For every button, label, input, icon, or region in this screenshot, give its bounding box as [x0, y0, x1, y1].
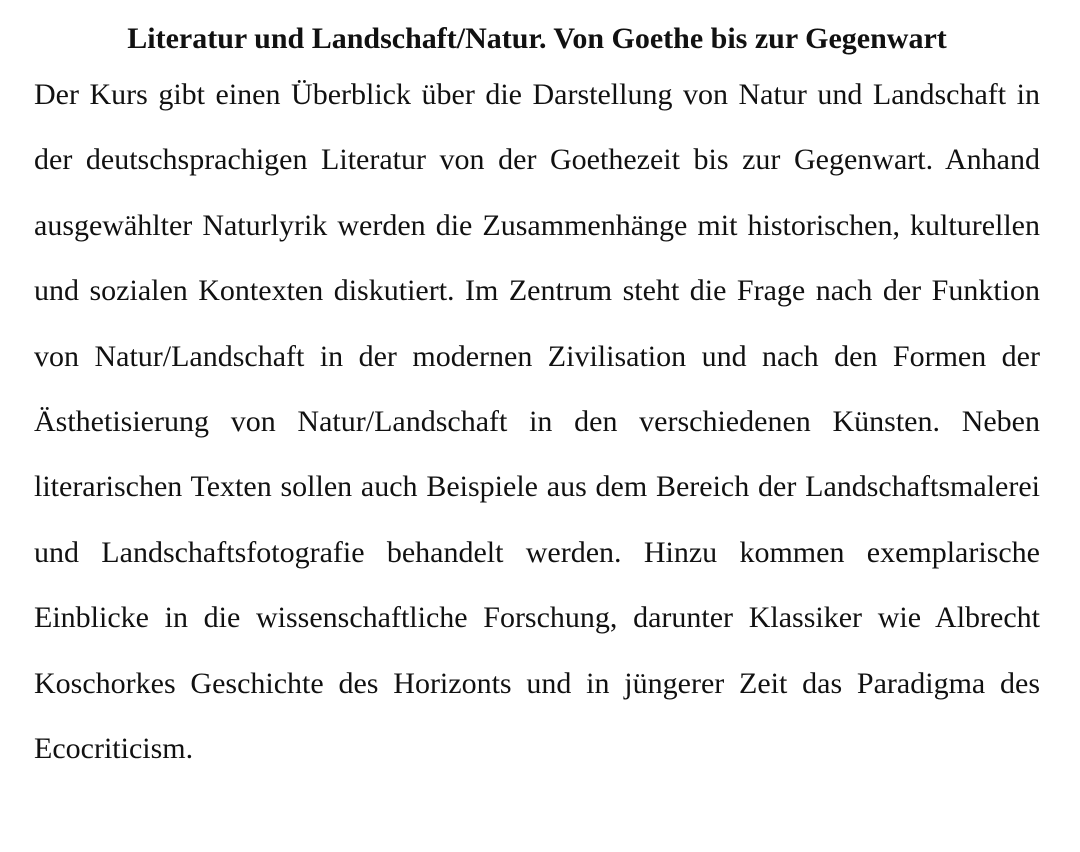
document-page	[34, 0, 1040, 781]
course-description: Der Kurs gibt einen Überblick über die Darstellung von Natur und Landschaft in der deutschsprachigen Literatur von der Goethezeit bis zur Gegenwart. Anhand ausgewählter Naturlyrik werden die Zusammenhänge mit historischen, kulturellen und sozialen Kontexten diskutiert. Im Zentrum steht die Frage nach der Funktion von Natur/Landschaft in der modernen Zivilisation und nach den Formen der Ästhetisierung von Natur/Landschaft in den verschiedenen Künsten. Neben literarischen Texten sollen auch Beispiele aus dem Bereich der Landschaftsmalerei und Landschaftsfotografie behandelt werden. Hinzu kommen exemplarische Einblicke in die wissenschaftliche Forschung, darunter Klassiker wie Albrecht Koschorkes Geschichte des Horizonts und in jüngerer Zeit das Paradigma des Ecocriticism.	[34, 78, 1040, 766]
document-title: Literatur und Landschaft/Natur. Von Goethe bis zur Gegenwart	[127, 22, 947, 55]
